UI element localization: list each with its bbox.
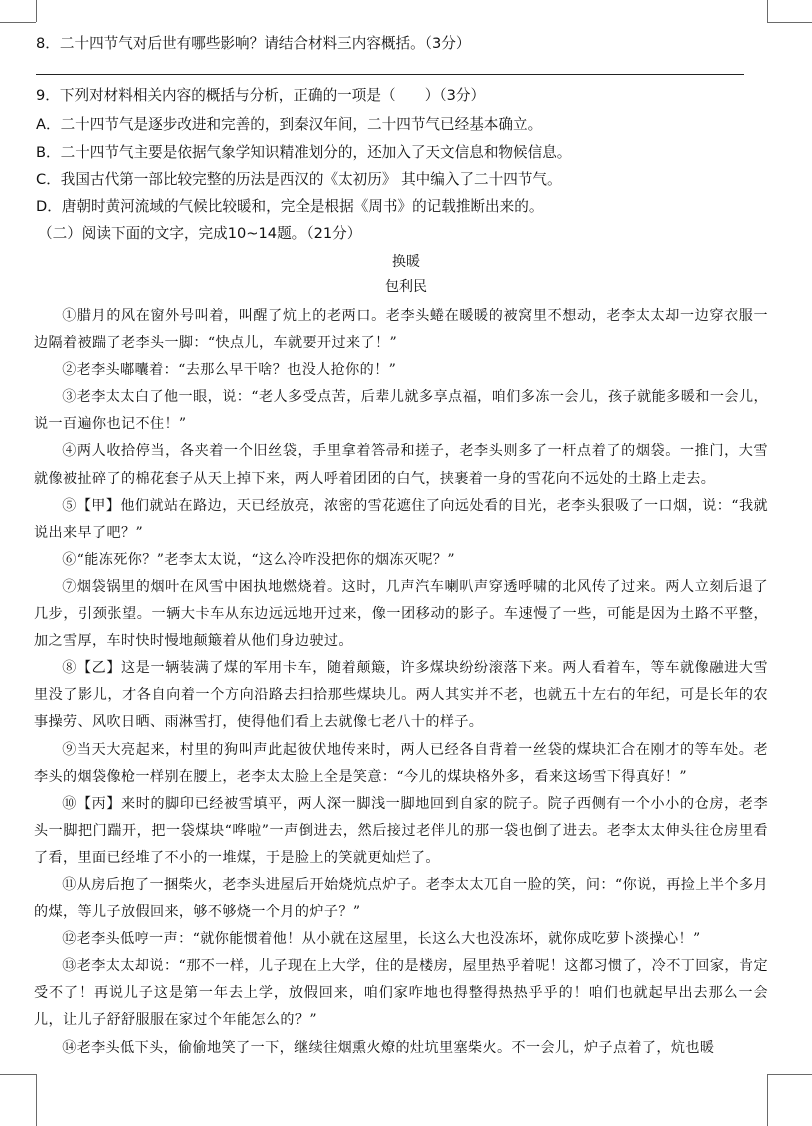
crop-mark-top-right-horizontal bbox=[767, 22, 812, 23]
paragraph-10: ⑩【丙】来时的脚印已经被雪填平，两人深一脚浅一脚地回到自家的院子。院子西侧有一个小小的仓房，老李头一脚把门踹开，把一袋煤块“哗啦”一声倒进去，然后接过老伴儿的那一袋也倒了进去。老李太太伸头往仓房里看了看，里面已经堆了不小的一堆煤，于是脸上的笑就更灿烂了。 bbox=[34, 795, 768, 866]
crop-mark-bottom-left-horizontal bbox=[0, 1074, 36, 1075]
paragraph-9: ⑨当天大亮起来，村里的狗叫声此起彼伏地传来时，两人已经各自背着一丝袋的煤块汇合在刚才的等车处。老李头的烟袋像枪一样别在腰上，老李太太脸上全是笑意：“今儿的煤块格外多，看来这场雪下得真好！” bbox=[34, 741, 768, 785]
crop-mark-bottom-left-vertical bbox=[36, 1074, 37, 1126]
option-c: C．我国古代第一部比较完整的历法是西汉的《太初历》 其中编入了二十四节气。 bbox=[36, 171, 562, 188]
paragraph-14: ⑭老李头低下头，偷偷地笑了一下，继续往烟熏火燎的灶坑里塞柴火。不一会儿，炉子点着了，炕也暖 bbox=[62, 1039, 715, 1056]
paragraph-2: ②老李头嘟囔着：“去那么早干啥？也没人抢你的！” bbox=[62, 362, 397, 379]
paragraph-13: ⑬老李太太却说：“那不一样，儿子现在上大学，住的是楼房，屋里热乎着呢！这都习惯了，冷不丁回家，肯定受不了！再说儿子这是第一年去上学，放假回来，咱们家咋地也得整得热热乎乎的！咱们也就起早出去那么一会儿，让儿子舒舒服服在家过个年能怎么的？” bbox=[34, 958, 768, 1029]
option-d: D．唐朝时黄河流域的气候比较暖和，完全是根据《周书》的记载推断出来的。 bbox=[36, 198, 544, 215]
paragraph-3: ③老李太太白了他一眼，说：“老人多受点苦，后辈儿就多享点福，咱们多冻一会儿，孩子就能多暖和一会儿，说一百遍你也记不住！” bbox=[34, 389, 768, 433]
crop-mark-top-left-vertical bbox=[36, 0, 37, 22]
paragraph-4: ④两人收拾停当，各夹着一个旧丝袋，手里拿着答帚和搓子，老李头则多了一杆点着了的烟袋。一推门，大雪就像被扯碎了的棉花套子从天上掉下来，两人呼着团团的白气，挟裹着一身的雪花向不远处的土路上走去。 bbox=[34, 443, 768, 487]
paragraph-12: ⑫老李头低哼一声：“就你能惯着他！从小就在这屋里，长这么大也没冻坏，就你成吃萝卜淡操心！” bbox=[62, 931, 701, 948]
paragraph-8: ⑧【乙】这是一辆装满了煤的军用卡车，随着颠簸，许多煤块纷纷滚落下来。两人看着车，等车就像融进大雪里没了影儿，才各自向着一个方向沿路去扫拾那些煤块儿。两人其实并不老，也就五十左右的年纪，可是长年的农事操劳、风吹日晒、雨淋雪打，使得他们看上去就像七老八十的样子。 bbox=[34, 660, 768, 731]
paragraph-6: ⑥“能冻死你？”老李太太说，“这么冷咋没把你的烟冻灭呢？” bbox=[62, 551, 455, 568]
paragraph-7: ⑦烟袋锅里的烟叶在风雪中困执地燃烧着。这时，几声汽车喇叭声穿透呼啸的北风传了过来。两人立刻后退了几步，引颈张望。一辆大卡车从东边远远地开过来，像一团移动的影子。车速慢了一些，可能是因为土路不平整，加之雪厚，车时快时慢地颠簸着从他们身边驶过。 bbox=[34, 578, 768, 650]
paragraph-11: ⑪从房后抱了一捆柴火，老李头进屋后开始烧炕点炉子。老李太太兀自一脸的笑，问：“你说，再捡上半个多月的煤，等儿子放假回来，够不够烧一个月的炉子？” bbox=[34, 876, 768, 921]
option-b: B．二十四节气主要是依据气象学知识精准划分的，还加入了天文信息和物候信息。 bbox=[36, 144, 572, 161]
paragraph-5: ⑤【甲】他们就站在路边，天已经放亮，浓密的雪花遮住了向远处看的目光，老李头狠吸了一口烟，说：“我就说出来早了吧？” bbox=[34, 497, 768, 541]
story-title: 换暖 bbox=[392, 254, 420, 270]
paragraph-1: ①腊月的风在窗外号叫着，叫醒了炕上的老两口。老李头蜷在暖暖的被窝里不想动，老李太太却一边穿衣服一边隔着被踹了老李头一脚：“快点儿，车就要开过来了！” bbox=[34, 308, 768, 352]
answer-line bbox=[36, 74, 744, 75]
story-author: 包利民 bbox=[385, 279, 427, 295]
section-heading: （二）阅读下面的文字，完成10~14题。（21分） bbox=[38, 225, 362, 242]
question-9: 9．下列对材料相关内容的概括与分析，正确的一项是（ ）（3分） bbox=[36, 87, 486, 104]
story-passage bbox=[34, 303, 768, 1062]
crop-mark-bottom-right-horizontal bbox=[767, 1074, 812, 1075]
option-a: A．二十四节气是逐步改进和完善的，到秦汉年间，二十四节气已经基本确立。 bbox=[36, 116, 543, 133]
crop-mark-bottom-right-vertical bbox=[767, 1074, 768, 1126]
crop-mark-top-left-horizontal bbox=[0, 22, 36, 23]
question-8: 8．二十四节气对后世有哪些影响？请结合材料三内容概括。（3分） bbox=[36, 35, 471, 52]
crop-mark-top-right-vertical bbox=[767, 0, 768, 22]
